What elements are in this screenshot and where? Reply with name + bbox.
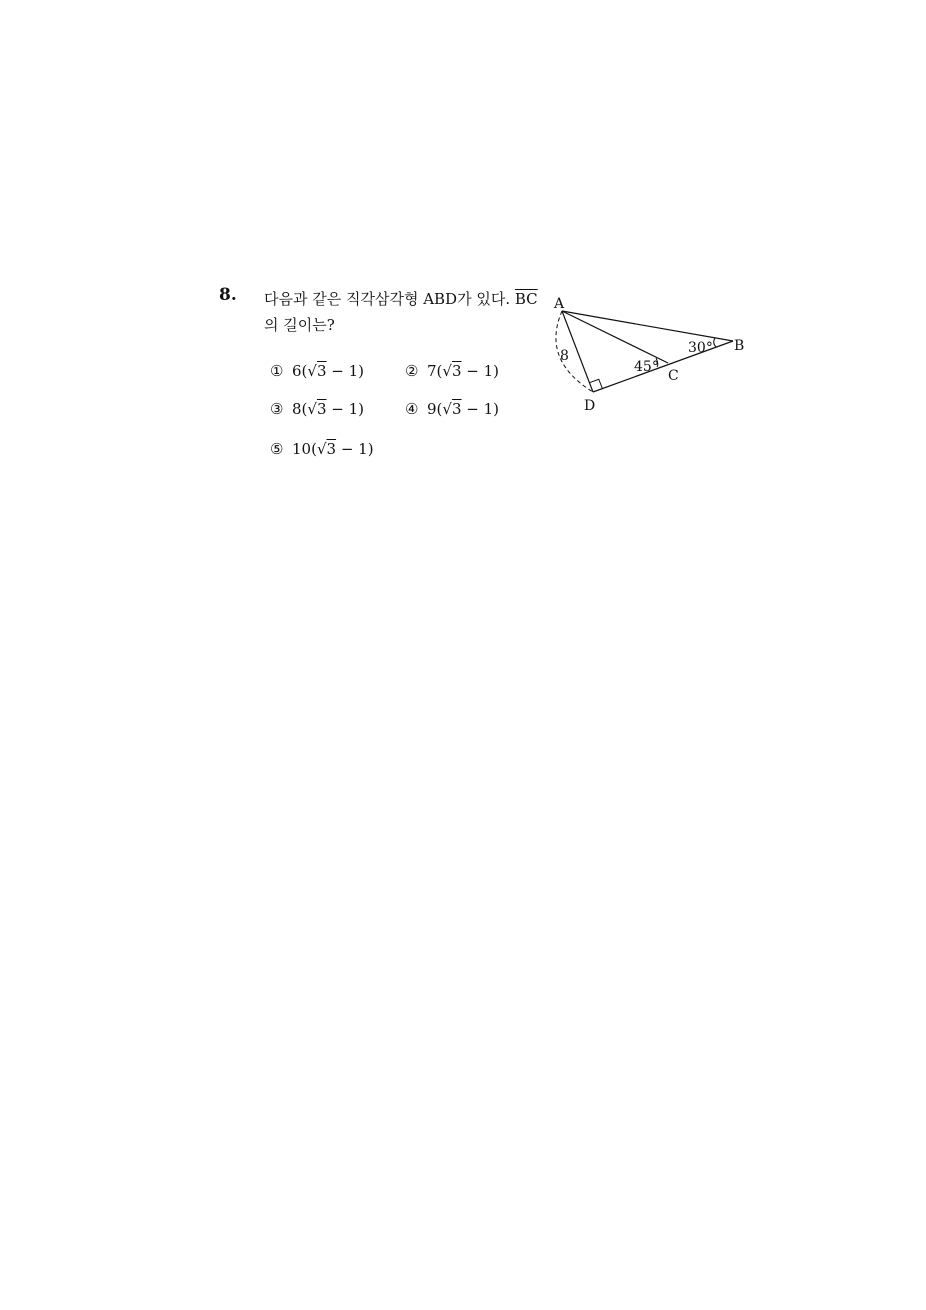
label-d: D <box>584 398 596 414</box>
choice-tail: − 1) <box>326 400 365 418</box>
choice-coefficient: 10 <box>292 440 312 458</box>
label-b: B <box>734 338 745 354</box>
choice-tail: − 1) <box>326 362 365 380</box>
side-ab <box>562 311 733 341</box>
choice-3[interactable]: ③ 8(√3 − 1) <box>270 400 365 418</box>
label-a: A <box>554 296 565 312</box>
label-angle-b: 30° <box>688 340 713 356</box>
choice-marker: ③ <box>270 400 284 418</box>
choice-marker: ⑤ <box>270 440 284 458</box>
choice-coefficient: 8 <box>292 400 302 418</box>
choice-coefficient: 7 <box>427 362 437 380</box>
question-text-line2: 의 길이는? <box>264 316 335 334</box>
label-c: C <box>668 368 679 384</box>
choice-radicand: 3 <box>326 440 337 458</box>
question-text <box>264 286 554 338</box>
angle-b-arc <box>714 338 716 347</box>
triangle-figure <box>540 288 760 423</box>
choice-coefficient: 9 <box>427 400 437 418</box>
label-side-ad: 8 <box>560 348 569 364</box>
choice-1[interactable]: ① 6(√3 − 1) <box>270 362 365 380</box>
segment-bc: $\overline{BC}$ <box>514 290 538 308</box>
choice-4[interactable]: ④ 9(√3 − 1) <box>405 400 500 418</box>
choice-radicand: 3 <box>316 400 327 418</box>
choice-tail: − 1) <box>461 400 500 418</box>
choice-coefficient: 6 <box>292 362 302 380</box>
choice-5[interactable]: ⑤ 10(√3 − 1) <box>270 440 374 458</box>
choice-tail: − 1) <box>336 440 374 458</box>
question-text-line1: 다음과 같은 직각삼각형 ABD가 있다. <box>264 290 511 308</box>
choice-marker: ② <box>405 362 419 380</box>
choice-radicand: 3 <box>451 400 462 418</box>
segment-ac <box>562 311 668 363</box>
choice-2[interactable]: ② 7(√3 − 1) <box>405 362 500 380</box>
choice-radicand: 3 <box>316 362 327 380</box>
choice-tail: − 1) <box>461 362 500 380</box>
question-number: 8. <box>219 285 237 305</box>
choice-marker: ① <box>270 362 284 380</box>
choice-radicand: 3 <box>451 362 462 380</box>
label-angle-c: 45° <box>634 359 659 375</box>
choice-marker: ④ <box>405 400 419 418</box>
